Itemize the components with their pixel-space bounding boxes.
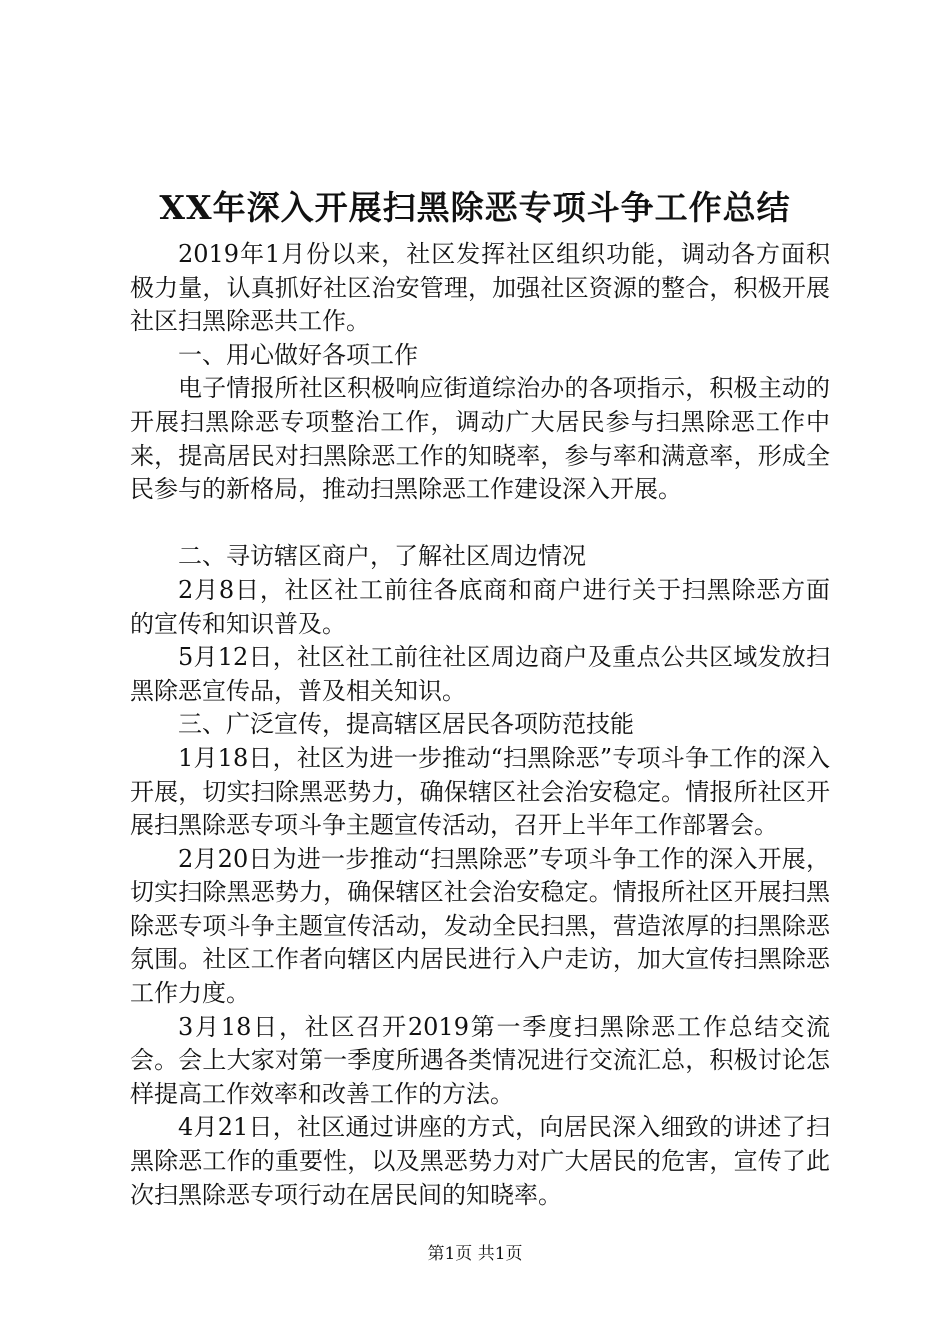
paragraph-mar-18: 3月18日，社区召开2019第一季度扫黑除恶工作总结交流会。会上大家对第一季度所遇各类情况进行交流汇总，积极讨论怎样提高工作效率和改善工作的方法。 bbox=[130, 1012, 830, 1108]
paragraph-intro: 2019年1月份以来，社区发挥社区组织功能，调动各方面积极力量，认真抓好社区治安管理，加强社区资源的整合，积极开展社区扫黑除恶共工作。 bbox=[130, 240, 830, 336]
paragraph-apr-21: 4月21日，社区通过讲座的方式，向居民深入细致的讲述了扫黑除恶工作的重要性，以及黑恶势力对广大居民的危害，宣传了此次扫黑除恶专项行动在居民间的知晓率。 bbox=[130, 1113, 830, 1209]
section-heading-1: 一、用心做好各项工作 bbox=[178, 340, 418, 369]
document-title: XX年深入开展扫黑除恶专项斗争工作总结 bbox=[159, 188, 791, 227]
document-body bbox=[130, 238, 830, 1212]
paragraph-feb-8: 2月8日，社区社工前往各底商和商户进行关于扫黑除恶方面的宣传和知识普及。 bbox=[130, 575, 830, 638]
paragraph-jan-18: 1月18日，社区为进一步推动“扫黑除恶”专项斗争工作的深入开展，切实扫除黑恶势力，确保辖区社会治安稳定。情报所社区开展扫黑除恶专项斗争主题宣传活动，召开上半年工作部署会。 bbox=[130, 743, 830, 840]
page-number-footer: 第1页 共1页 bbox=[427, 1244, 523, 1264]
paragraph-section-1: 电子情报所社区积极响应街道综治办的各项指示，积极主动的开展扫黑除恶专项整治工作，调动广大居民参与扫黑除恶工作中来，提高居民对扫黑除恶工作的知晓率，参与率和满意率，形成全民参与的新格局，推动扫黑除恶工作建设深入开展。 bbox=[130, 374, 830, 504]
section-heading-2: 二、寻访辖区商户，了解社区周边情况 bbox=[178, 542, 586, 571]
paragraph-feb-20: 2月20日为进一步推动“扫黑除恶”专项斗争工作的深入开展，切实扫除黑恶势力，确保辖区社会治安稳定。情报所社区开展扫黑除恶专项斗争主题宣传活动，发动全民扫黑，营造浓厚的扫黑除恶氛围。社区工作者向辖区内居民进行入户走访，加大宣传扫黑除恶工作力度。 bbox=[130, 844, 830, 1008]
section-heading-3: 三、广泛宣传，提高辖区居民各项防范技能 bbox=[178, 710, 634, 739]
paragraph-may-12: 5月12日，社区社工前往社区周边商户及重点公共区域发放扫黑除恶宣传品，普及相关知识。 bbox=[130, 643, 830, 705]
